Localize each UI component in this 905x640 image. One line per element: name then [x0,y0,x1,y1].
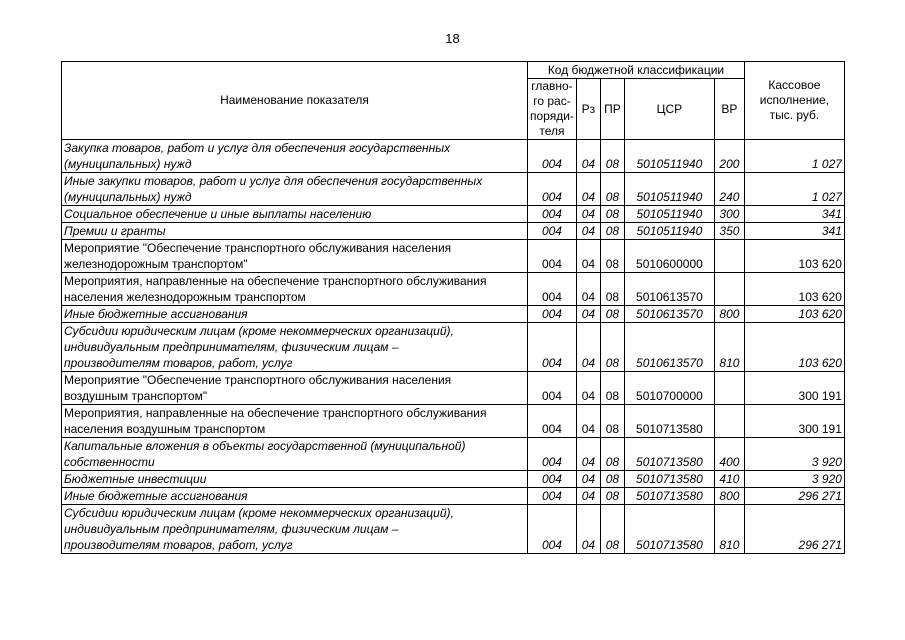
table-row [62,323,845,372]
header-rz: Рз [576,79,600,140]
cell-sum: 1 027 [744,140,844,173]
cell-vr: 200 [714,140,744,173]
cell-name-line: индивидуальным предпринимателям, физическим лицам – [64,340,399,354]
table-body [62,140,845,554]
cell-indicator-name [62,505,528,554]
cell-name-line: населения воздушным транспортом [64,422,266,436]
header-csr: ЦСР [624,79,714,140]
page-number: 18 [445,31,460,46]
cell-rz: 04 [576,223,600,240]
cell-name-line: Иные закупки товаров, работ и услуг для обеспечения государственных [64,174,483,188]
cell-pr: 08 [600,323,624,372]
cell-pr: 08 [600,438,624,471]
cell-name-line: Иные бюджетные ассигнования [64,489,248,503]
cell-name-line: (муниципальных) нужд [64,190,192,204]
cell-rz: 04 [576,323,600,372]
table-row [62,240,845,273]
cell-csr: 5010511940 [624,173,714,206]
header-kassovoe [744,62,844,140]
cell-indicator-name [62,140,528,173]
cell-name-line: производителям товаров, работ, услуг [64,538,293,552]
cell-sum: 103 620 [744,323,844,372]
cell-sum: 103 620 [744,240,844,273]
cell-vr [714,405,744,438]
cell-indicator-name [62,306,528,323]
cell-vr: 410 [714,471,744,488]
table-row [62,471,845,488]
cell-sum: 341 [744,206,844,223]
cell-name-line: индивидуальным предпринимателям, физическим лицам – [64,522,399,536]
cell-rz: 04 [576,372,600,405]
cell-sum: 103 620 [744,306,844,323]
cell-rz: 04 [576,505,600,554]
cell-name-line: воздушным транспортом" [64,389,208,403]
cell-pr: 08 [600,140,624,173]
cell-vr [714,372,744,405]
cell-rz: 04 [576,438,600,471]
cell-name-line: железнодорожным транспортом" [64,257,248,271]
cell-pr: 08 [600,488,624,505]
cell-pr: 08 [600,372,624,405]
cell-pr: 08 [600,306,624,323]
cell-vr: 800 [714,306,744,323]
cell-name-line: (муниципальных) нужд [64,157,192,171]
cell-indicator-name [62,323,528,372]
cell-name-line: собственности [64,455,155,469]
header-glavny-line: го рас- [533,94,571,108]
header-name: Наименование показателя [62,62,528,140]
cell-glavny: 004 [528,306,577,323]
table-row [62,173,845,206]
cell-glavny: 004 [528,323,577,372]
cell-rz: 04 [576,140,600,173]
cell-indicator-name [62,438,528,471]
cell-pr: 08 [600,206,624,223]
table-row [62,438,845,471]
cell-rz: 04 [576,273,600,306]
cell-csr: 5010613570 [624,273,714,306]
cell-csr: 5010713580 [624,505,714,554]
cell-sum: 1 027 [744,173,844,206]
cell-sum: 300 191 [744,372,844,405]
cell-indicator-name [62,488,528,505]
cell-vr [714,240,744,273]
cell-glavny: 004 [528,173,577,206]
cell-name-line: Мероприятия, направленные на обеспечение транспортного обслуживания [64,274,487,288]
cell-rz: 04 [576,306,600,323]
cell-vr [714,273,744,306]
table-row [62,206,845,223]
cell-pr: 08 [600,173,624,206]
cell-name-line: Субсидии юридическим лицам (кроме некоммерческих организаций), [64,324,454,338]
cell-rz: 04 [576,471,600,488]
cell-sum: 341 [744,223,844,240]
cell-rz: 04 [576,173,600,206]
cell-glavny: 004 [528,405,577,438]
cell-sum: 103 620 [744,273,844,306]
cell-indicator-name [62,206,528,223]
cell-glavny: 004 [528,471,577,488]
table-row [62,505,845,554]
cell-sum: 3 920 [744,438,844,471]
budget-table [61,61,845,554]
cell-vr: 810 [714,505,744,554]
cell-name-line: Премии и гранты [64,224,166,238]
cell-indicator-name [62,471,528,488]
header-kassovoe-line: исполнение, [759,93,830,107]
cell-rz: 04 [576,206,600,223]
cell-csr: 5010713580 [624,471,714,488]
header-code-group: Код бюджетной классификации [528,62,745,79]
cell-name-line: Мероприятия, направленные на обеспечение транспортного обслуживания [64,406,487,420]
cell-indicator-name [62,173,528,206]
cell-csr: 5010713580 [624,488,714,505]
cell-indicator-name [62,372,528,405]
cell-csr: 5010511940 [624,223,714,240]
header-glavny [528,79,577,140]
cell-pr: 08 [600,273,624,306]
cell-csr: 5010613570 [624,323,714,372]
cell-vr: 810 [714,323,744,372]
cell-name-line: Мероприятие "Обеспечение транспортного обслуживания населения [64,373,452,387]
table-row [62,306,845,323]
cell-name-line: Капитальные вложения в объекты государственной (муниципальной) [64,439,466,453]
cell-indicator-name [62,273,528,306]
cell-name-line: Мероприятие "Обеспечение транспортного обслуживания населения [64,241,452,255]
cell-name-line: Бюджетные инвестиции [64,472,207,486]
cell-glavny: 004 [528,140,577,173]
cell-pr: 08 [600,223,624,240]
cell-indicator-name [62,240,528,273]
cell-sum: 296 271 [744,505,844,554]
cell-sum: 300 191 [744,405,844,438]
cell-glavny: 004 [528,223,577,240]
cell-csr: 5010511940 [624,140,714,173]
cell-csr: 5010713580 [624,405,714,438]
cell-csr: 5010511940 [624,206,714,223]
cell-vr: 800 [714,488,744,505]
cell-csr: 5010700000 [624,372,714,405]
header-glavny-line: теля [539,124,565,138]
table-row [62,372,845,405]
table-row [62,488,845,505]
cell-glavny: 004 [528,273,577,306]
cell-sum: 296 271 [744,488,844,505]
table-row [62,223,845,240]
cell-name-line: Иные бюджетные ассигнования [64,307,248,321]
cell-vr: 400 [714,438,744,471]
cell-name-line: Субсидии юридическим лицам (кроме некоммерческих организаций), [64,506,454,520]
cell-glavny: 004 [528,206,577,223]
cell-rz: 04 [576,488,600,505]
table-row [62,405,845,438]
cell-name-line: населения железнодорожным транспортом [64,290,306,304]
cell-rz: 04 [576,405,600,438]
header-kassovoe-line: Кассовое [768,78,821,92]
header-kassovoe-line: тыс. руб. [769,108,820,122]
cell-vr: 300 [714,206,744,223]
table-row [62,140,845,173]
cell-vr: 240 [714,173,744,206]
cell-csr: 5010613570 [624,306,714,323]
cell-pr: 08 [600,471,624,488]
cell-rz: 04 [576,240,600,273]
cell-glavny: 004 [528,488,577,505]
cell-name-line: Социальное обеспечение и иные выплаты населению [64,207,372,221]
cell-vr: 350 [714,223,744,240]
cell-pr: 08 [600,505,624,554]
cell-glavny: 004 [528,372,577,405]
cell-sum: 3 920 [744,471,844,488]
cell-pr: 08 [600,405,624,438]
cell-csr: 5010713580 [624,438,714,471]
cell-name-line: Закупка товаров, работ и услуг для обеспечения государственных [64,141,451,155]
table-row [62,273,845,306]
cell-name-line: производителям товаров, работ, услуг [64,356,293,370]
header-glavny-line: главно- [531,79,573,93]
cell-glavny: 004 [528,240,577,273]
cell-indicator-name [62,223,528,240]
header-glavny-line: поряди- [530,109,574,123]
cell-indicator-name [62,405,528,438]
cell-glavny: 004 [528,438,577,471]
cell-glavny: 004 [528,505,577,554]
header-vr: ВР [714,79,744,140]
header-pr: ПР [600,79,624,140]
cell-pr: 08 [600,240,624,273]
table-header [62,62,845,140]
cell-csr: 5010600000 [624,240,714,273]
